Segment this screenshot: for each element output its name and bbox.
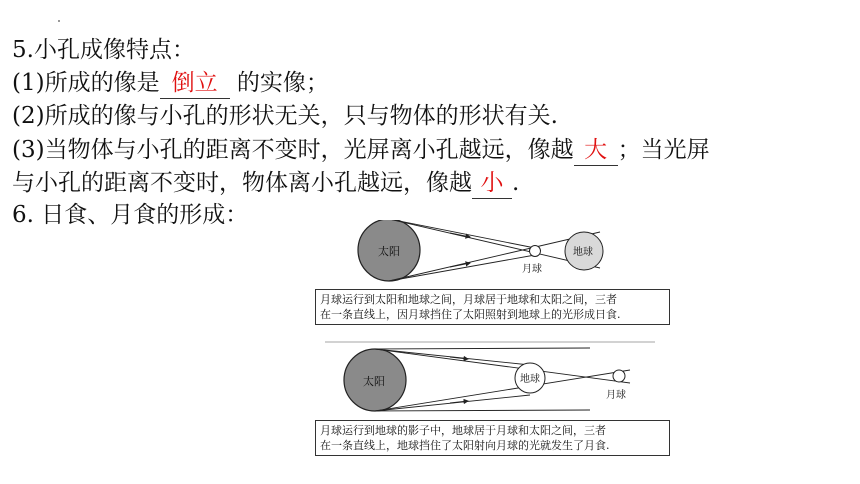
answer-blank-1: 倒立 xyxy=(160,68,230,99)
point-2: (2)所成的像与小孔的形状无关，只与物体的形状有关. xyxy=(12,103,558,129)
point-3-cont-text: 与小孔的距离不变时，物体离小孔越远，像越 xyxy=(12,170,472,196)
caption-line: 在一条直线上，因月球挡住了太阳照射到地球上的光形成日食. xyxy=(320,308,621,321)
sun-label-1: 太阳 xyxy=(378,245,400,258)
ray xyxy=(375,370,630,411)
stray-dot xyxy=(58,20,60,22)
point-1 xyxy=(12,68,329,99)
arrow xyxy=(450,233,470,237)
moon-circle-1 xyxy=(530,246,541,257)
point-3-cont xyxy=(12,168,519,199)
heading-5: 5.小孔成像特点： xyxy=(12,37,195,63)
lunar-eclipse-caption xyxy=(315,420,670,456)
point-3-text: (3)当物体与小孔的距离不变时，光屏离小孔越远，像越 xyxy=(12,137,574,163)
point-1-tail: 的实像； xyxy=(229,70,329,96)
lunar-eclipse-diagram xyxy=(344,348,630,411)
earth-label-2: 地球 xyxy=(520,374,540,385)
solar-eclipse-caption xyxy=(315,289,670,325)
ray xyxy=(375,410,590,411)
moon-circle-2 xyxy=(613,370,625,382)
point-3-cont-tail: . xyxy=(512,170,520,196)
caption-line: 月球运行到太阳和地球之间，月球居于地球和太阳之间，三者 xyxy=(320,293,617,306)
point-3-tail: ；当光屏 xyxy=(617,137,710,163)
sun-label-2: 太阳 xyxy=(363,375,385,388)
earth-label-1: 地球 xyxy=(573,247,593,258)
point-1-text: (1)所成的像是 xyxy=(12,70,160,96)
point-3 xyxy=(12,135,710,166)
ray xyxy=(375,348,590,349)
answer-blank-3: 小 xyxy=(472,168,512,199)
moon-label-2: 月球 xyxy=(606,390,626,401)
answer-blank-2: 大 xyxy=(574,135,618,166)
arrow xyxy=(450,263,470,267)
moon-label-1: 月球 xyxy=(522,264,542,275)
caption-line: 在一条直线上，地球挡住了太阳射向月球的光就发生了月食. xyxy=(320,439,610,452)
ray xyxy=(375,349,630,383)
heading-6: 6. 日食、月食的形成： xyxy=(12,202,249,228)
solar-eclipse-diagram xyxy=(358,220,603,281)
caption-line: 月球运行到地球的影子中，地球居于月球和太阳之间，三者 xyxy=(320,424,606,437)
